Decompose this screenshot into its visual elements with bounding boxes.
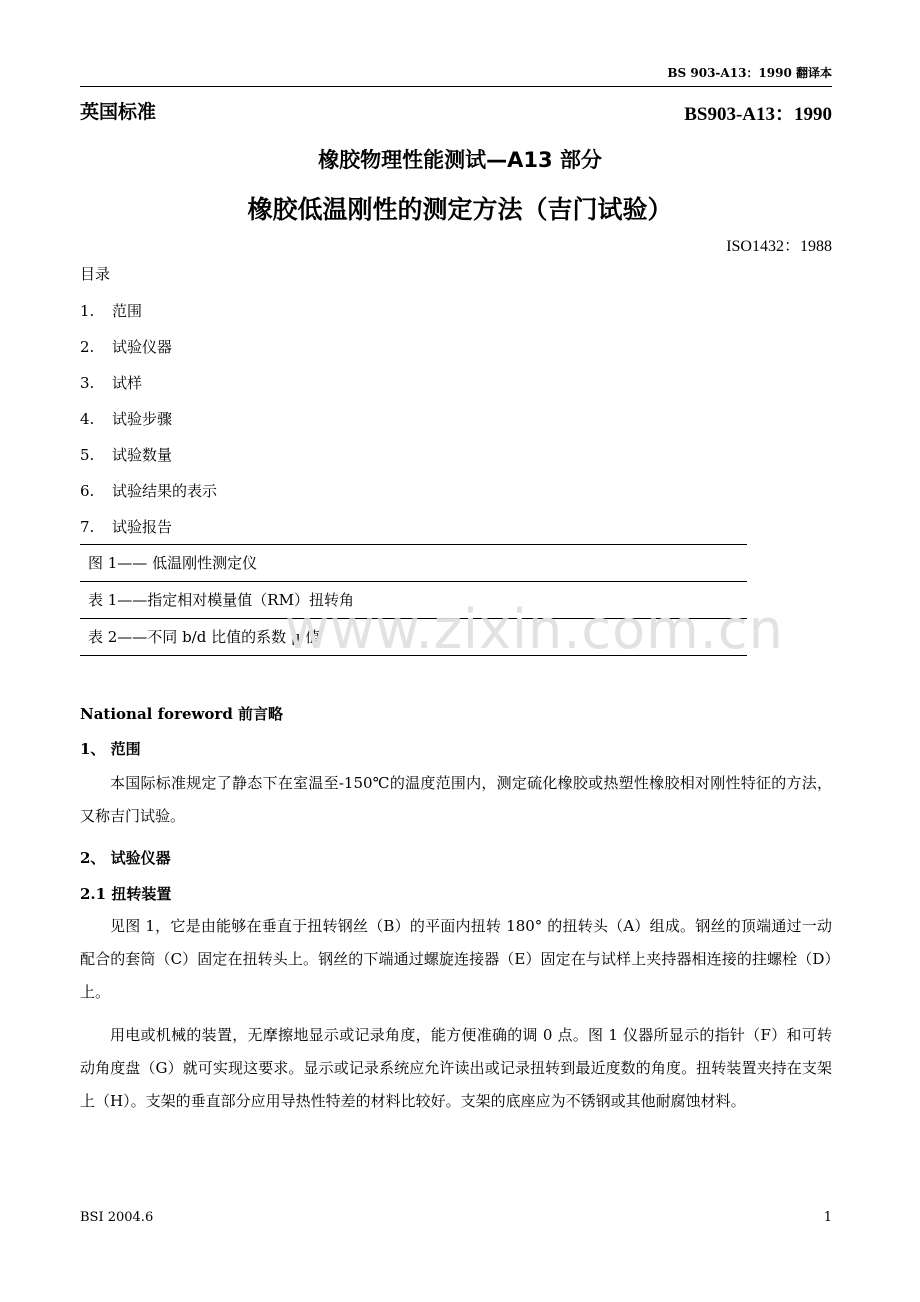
document-title-main: 橡胶物理性能测试—A13 部分 (318, 148, 602, 172)
toc-item-label: 试验数量 (112, 446, 173, 464)
figure-list-row[interactable]: 表 2——不同 b/d 比值的系数 μ 值 (80, 619, 747, 656)
toc-item[interactable] (80, 293, 217, 329)
section-1-heading: 1、 范围 (80, 740, 141, 758)
toc-item[interactable] (80, 401, 217, 437)
footer-publisher-date: BSI 2004.6 (80, 1210, 154, 1225)
watermark: www.zixin.com.cn (285, 598, 784, 661)
toc-item-label: 范围 (112, 302, 143, 320)
toc-item-number: 3. (80, 374, 95, 392)
figure-list-row[interactable]: 表 1——指定相对模量值（RM）扭转角 (80, 582, 747, 619)
page-number: 1 (823, 1210, 832, 1225)
toc-item[interactable] (80, 437, 217, 473)
section-2-1-paragraph-1: 见图 1，它是由能够在垂直于扭转钢丝（B）的平面内扭转 180° 的扭转头（A）组成。钢丝的顶端通过一动配合的套筒（C）固定在扭转头上。钢丝的下端通过螺旋连接器（E）固定在与试样上夹持器相连接的拄螺栓（D）上。 (80, 917, 832, 1001)
iso-reference: ISO1432：1988 (726, 238, 832, 255)
toc-item-label: 试验报告 (112, 518, 173, 536)
toc-item[interactable] (80, 473, 217, 509)
standard-label: 英国标准 (80, 101, 157, 123)
section-2-heading: 2、 试验仪器 (80, 849, 171, 867)
toc-item-label: 试样 (112, 374, 143, 392)
toc-item[interactable] (80, 365, 217, 401)
figure-list-row[interactable]: 图 1—— 低温刚性测定仪 (80, 545, 747, 582)
toc-item-number: 2. (80, 338, 95, 356)
toc-heading: 目录 (80, 265, 111, 283)
toc-item-number: 6. (80, 482, 95, 500)
toc-item[interactable] (80, 509, 217, 545)
toc-list (80, 293, 217, 545)
section-2-1-paragraph-2: 用电或机械的装置，无摩擦地显示或记录角度，能方便准确的调 0 点。图 1 仪器所显示的指针（F）和可转动角度盘（G）就可实现这要求。显示或记录系统应允许读出或记录扭转到最近度数的角度。扭转装置夹持在支架上（H）。支架的垂直部分应用导热性特差的材料比较好。支架的底座应为不锈钢或其他耐腐蚀材料。 (80, 1026, 832, 1110)
document-title-sub: 橡胶低温刚性的测定方法（吉门试验） (247, 195, 673, 224)
toc-item-label: 试验结果的表示 (112, 482, 218, 500)
toc-item-number: 7. (80, 518, 95, 536)
toc-item-label: 试验仪器 (112, 338, 173, 356)
section-1-paragraph: 本国际标准规定了静态下在室温至-150℃的温度范围内，测定硫化橡胶或热塑性橡胶相对刚性特征的方法，又称吉门试验。 (80, 774, 832, 825)
section-2-1-heading: 2.1 扭转装置 (80, 885, 172, 903)
toc-item-number: 1. (80, 302, 95, 320)
toc-item-number: 4. (80, 410, 95, 428)
toc-item-label: 试验步骤 (112, 410, 173, 428)
header-standard-code: BS 903-A13：1990 翻译本 (667, 66, 832, 80)
toc-item-number: 5. (80, 446, 95, 464)
foreword-heading: National foreword 前言略 (80, 705, 284, 723)
toc-item[interactable] (80, 329, 217, 365)
standard-number: BS903-A13：1990 (684, 104, 832, 125)
header-divider (80, 86, 832, 87)
